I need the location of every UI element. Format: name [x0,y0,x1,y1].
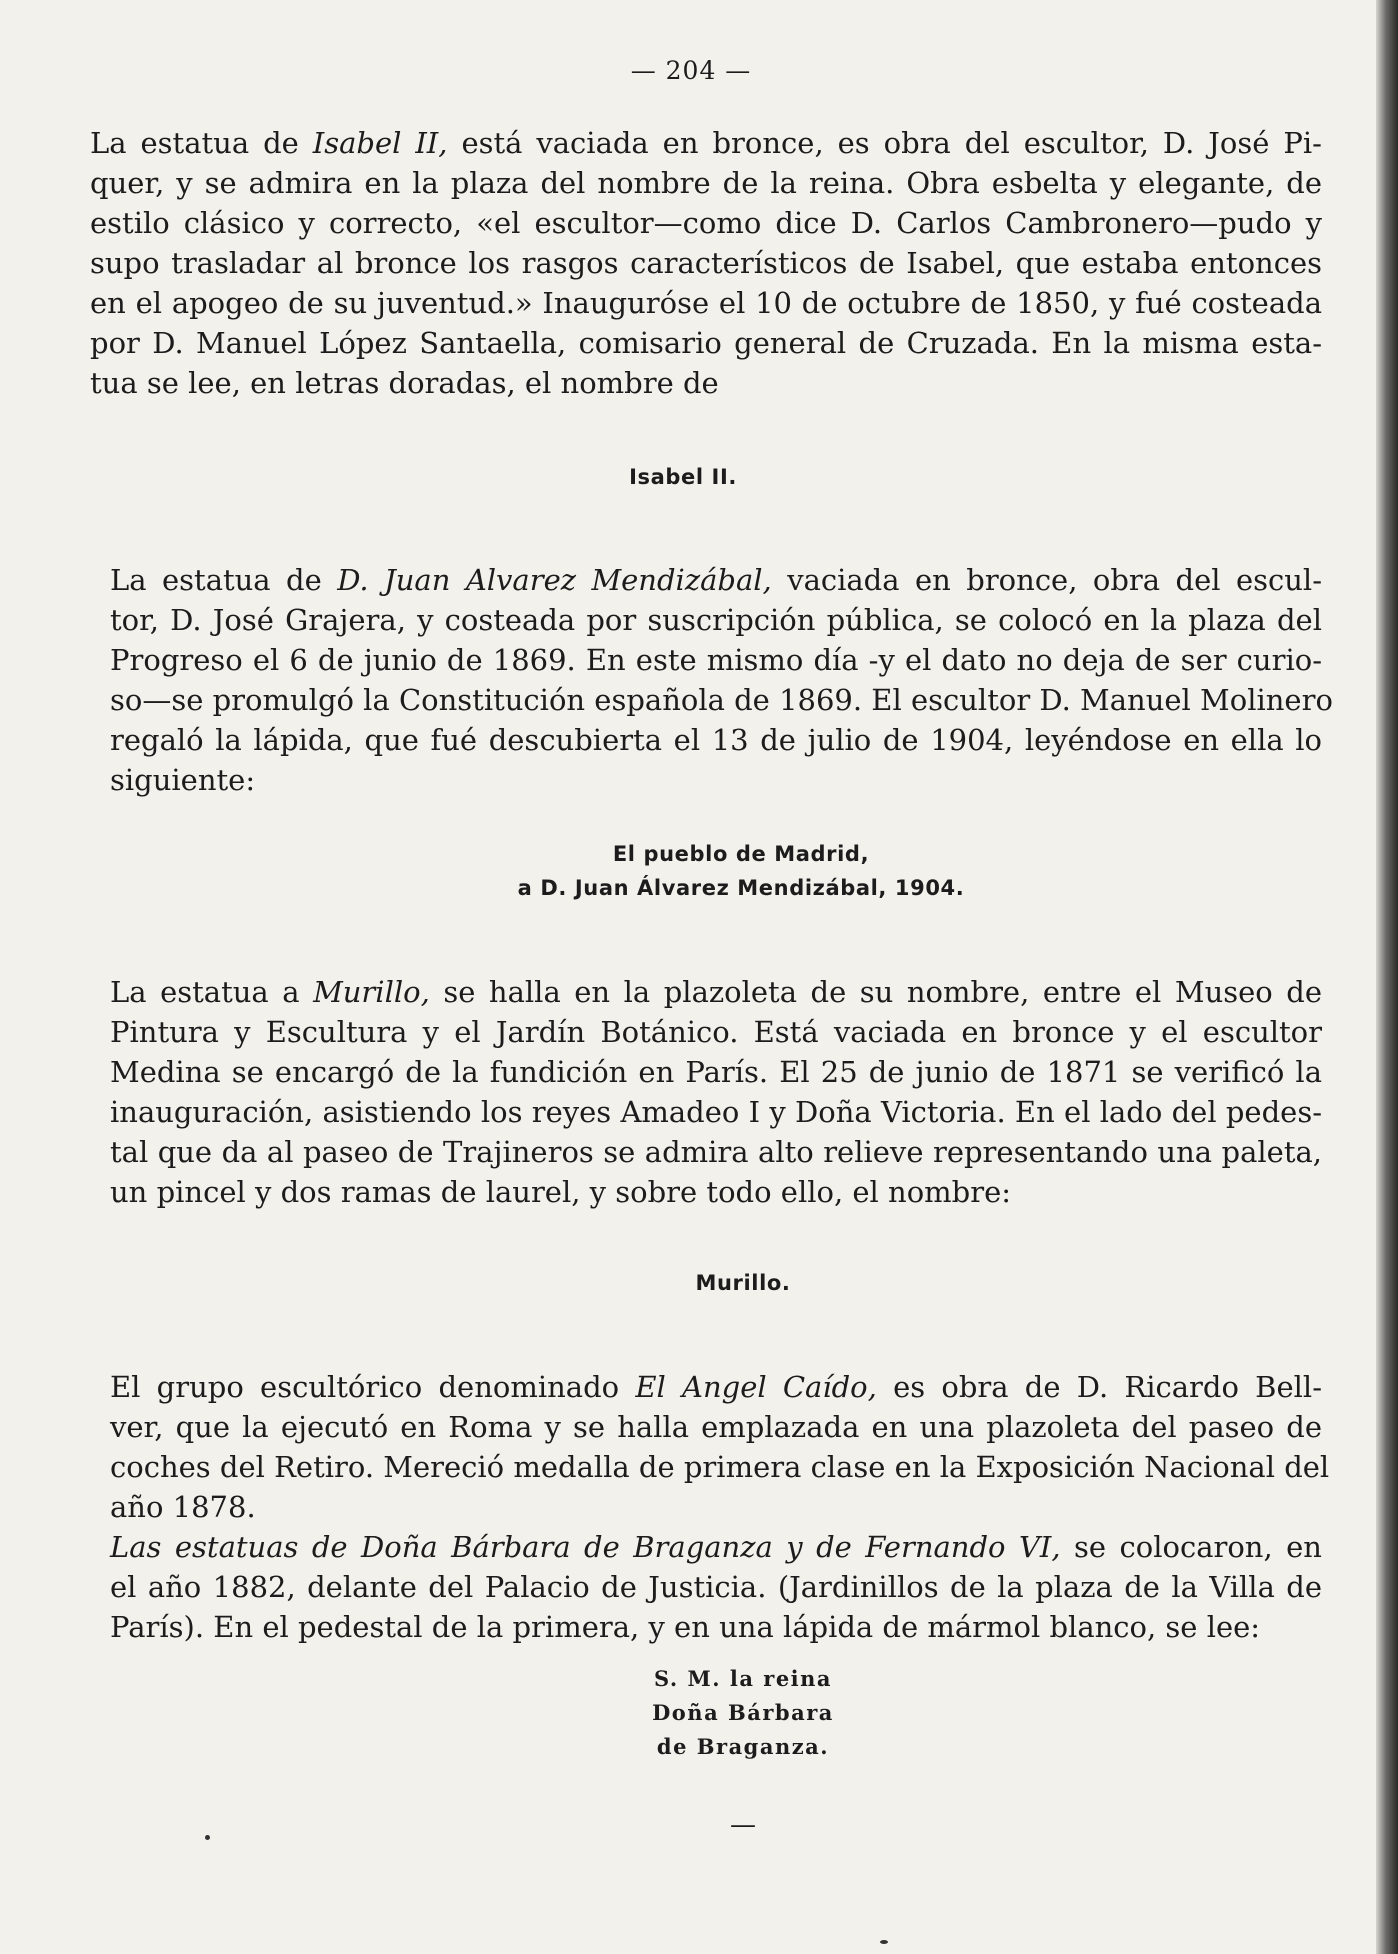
page-edge-shadow [1376,0,1398,1954]
page-number: — 204 — [630,56,752,85]
inscription-isabel: Isabel II. [629,465,737,489]
paragraph-murillo: La estatua a Murillo, se halla en la plazoleta de su nombre, entre el Museo de Pintura y Escultura y el Jardín Botánico. Está vaciada en bronce y el escultor Medina se encargó de la fundición en París. El 25 de junio de 1871 se verificó la inauguración, asistiendo los reyes Amadeo I y Doña Victoria. En el lado del pedes- tal que da al paseo de Trajineros se admira alto relieve representando una paleta, un pincel y dos ramas de laurel, y sobre todo ello, el nombre: [110,975,1323,1209]
scan-speck [880,1940,888,1944]
paragraph-barbara-braganza: Las estatuas de Doña Bárbara de Braganza y de Fernando VI, se colocaron, en el año 1882, delante del Palacio de Justicia. (Jardinillos de la plaza de la Villa de París). En el pedestal de la primera, y en una lápida de mármol blanco, se lee: [110,1530,1322,1644]
paragraph-angel-caido: El grupo escultórico denominado El Angel Caído, es obra de D. Ricardo Bell- ver, que la ejecutó en Roma y se halla emplazada en una plazoleta del paseo de coches del Retiro. Mereció medalla de primera clase en la Exposición Nacional del año 1878. [110,1370,1330,1524]
scan-speck [205,1835,210,1840]
inscription-murillo: Murillo. [695,1271,791,1295]
document-page [60,0,1333,1954]
paragraph-isabel: La estatua de Isabel II, está vaciada en bronce, es obra del escultor, D. José Pi- quer, y se admira en la plaza del nombre de la reina. Obra esbelta y elegante, de estilo clásico y correcto, «el escultor—como dice D. Carlos Cambronero—pudo y supo trasladar al bronce los rasgos característicos de Isabel, que estaba entonces en el apogeo de su juventud.» Inauguróse el 10 de octubre de 1850, y fué costeada por D. Manuel López Santaella, comisario general de Cruzada. En la misma esta- tua se lee, en letras doradas, el nombre de [90,126,1322,400]
inscription-mendizabal: El pueblo de Madrid, a D. Juan Álvarez Mendizábal, 1904. [517,842,965,900]
inscription-barbara: S. M. la reina Doña Bárbara de Braganza. [652,1666,834,1759]
paragraph-mendizabal: La estatua de D. Juan Alvarez Mendizábal, vaciada en bronce, obra del escul- tor, D. José Grajera, y costeada por suscripción pública, se colocó en la plaza del Progreso el 6 de junio de 1869. En este mismo día -y el dato no deja de ser curio- so—se promulgó la Constitución española de 1869. El escultor D. Manuel Molinero regaló la lápida, que fué descubierta el 13 de julio de 1904, leyéndose en ella lo siguiente: [110,563,1333,797]
page-end-dash: — [730,1810,756,1840]
